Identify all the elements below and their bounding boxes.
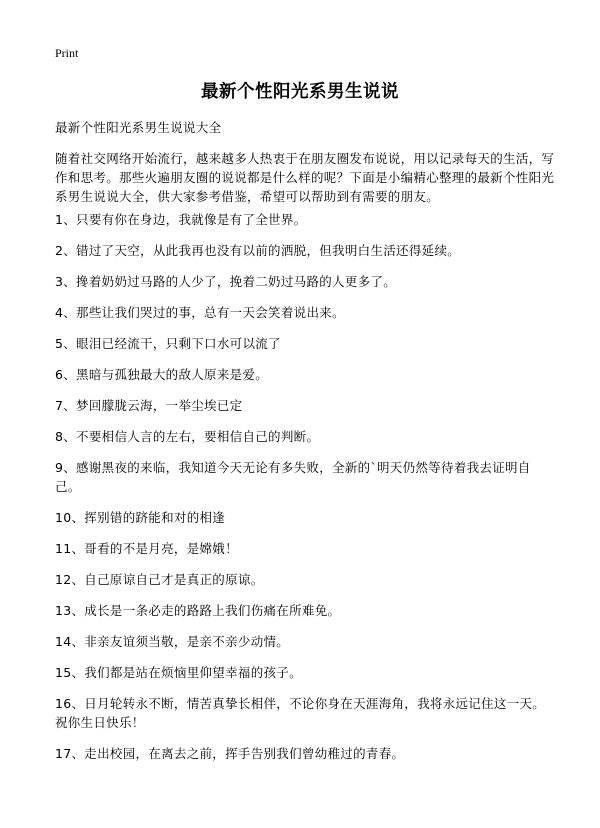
list-item: 15、我们都是站在烦恼里仰望幸福的孩子。 [55,665,302,680]
list-item: 3、搀着奶奶过马路的人少了，挽着二奶过马路的人更多了。 [55,274,397,289]
list-item: 17、走出校园，在离去之前，挥手告别我们曾幼稚过的青春。 [55,746,405,761]
list-item: 5、眼泪已经流干，只剩下口水可以流了 [55,336,281,351]
list-item: 1、只要有你在身边，我就像是有了全世界。 [55,212,307,227]
page-subtitle: 最新个性阳光系男生说说大全 [55,120,222,135]
list-item: 14、非亲友谊须当敬，是亲不亲少动情。 [55,634,290,649]
list-item: 2、错过了天空，从此我再也没有以前的洒脱，但我明白生活还得延续。 [55,243,461,258]
list-item: 16、日月轮转永不断，情苦真挚长相伴，不论你身在天涯海角，我将永远记住这一天。祝你生日快乐！ [55,696,546,730]
page-title: 最新个性阳光系男生说说 [201,82,399,102]
print-link[interactable]: Print [55,46,79,60]
list-item: 8、不要相信人言的左右，要相信自己的判断。 [55,429,320,444]
list-item: 12、自己原谅自己才是真正的原谅。 [55,572,264,587]
intro-paragraph: 随着社交网络开始流行，越来越多人热衷于在朋友圈发布说说，用以记录每天的生活，写作和思考。那些火遍朋友圈的说说都是什么样的呢？下面是小编精心整理的最新个性阳光系男生说说大全，供大家参考借鉴，希望可以帮助到有需要的朋友。 [55,151,555,204]
list-item: 6、黑暗与孤独最大的敌人原来是爱。 [55,367,269,382]
list-item: 10、挥别错的跻能和对的相逢 [55,510,226,525]
list-item: 11、哥看的不是月亮，是嫦娥！ [55,541,238,556]
list-item: 9、感谢黑夜的来临，我知道今天无论有多失败，全新的`明天仍然等待着我去证明自己。 [55,460,531,494]
list-item: 4、那些让我们哭过的事，总有一天会笑着说出来。 [55,305,345,320]
list-item: 7、梦回朦胧云海，一举尘埃已定 [55,398,243,413]
list-item: 13、成长是一条必走的路路上我们伤痛在所难免。 [55,603,341,618]
quote-list [55,210,555,775]
